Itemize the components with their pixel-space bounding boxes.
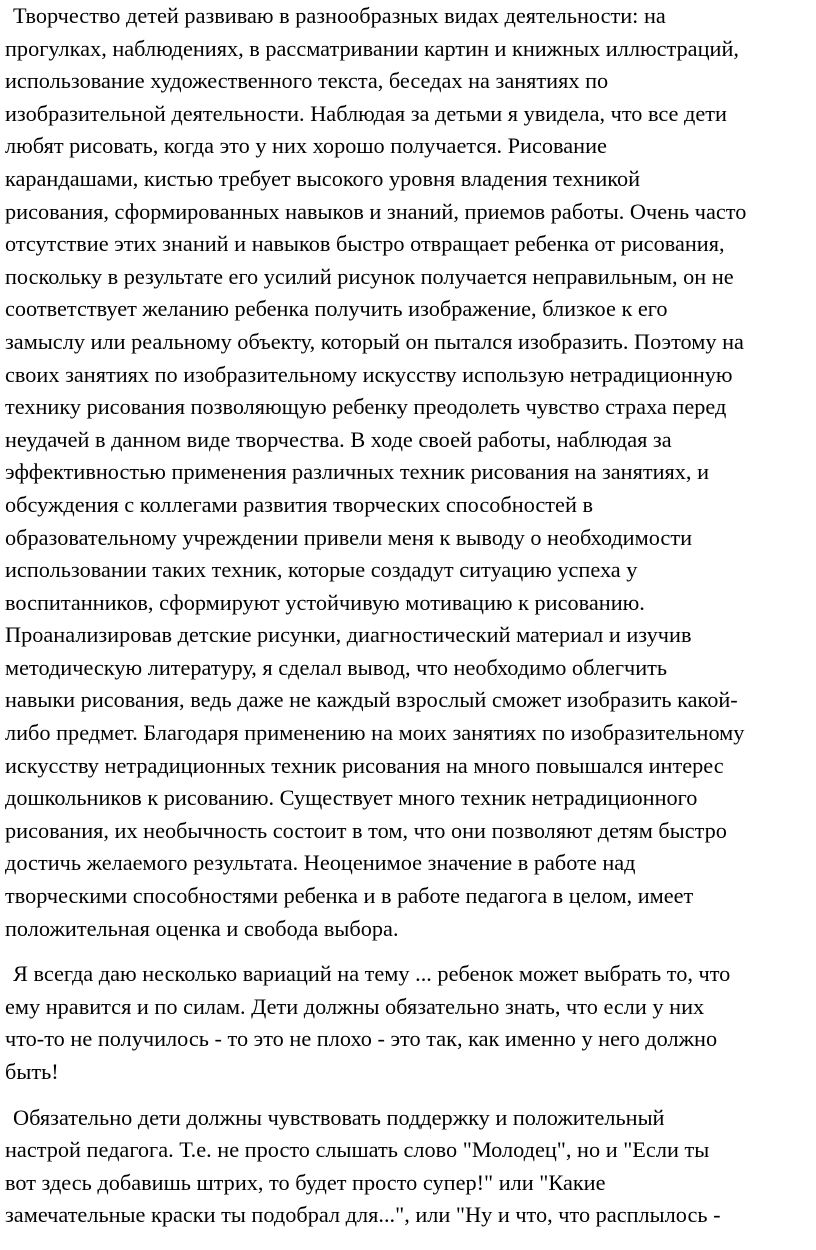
text-line: творческими способностями ребенка и в работе педагога в целом, имеет [5,883,694,909]
text-line: Творчество детей развиваю в разнообразных видах деятельности: на [13,3,666,28]
text-line: технику рисования позволяющую ребенку преодолеть чувство страха перед [5,394,727,420]
text-line: неудачей в данном виде творчества. В ходе своей работы, наблюдая за [5,426,672,452]
text-line: карандашами, кистью требует высокого уровня владения техникой [5,165,641,191]
text-line: Проанализировав детские рисунки, диагностический материал и изучив [5,622,692,648]
text-line: вот здесь добавишь штрих, то будет просто супер!" или "Какие [5,1169,606,1195]
text-line: образовательному учреждении привели меня к выводу о необходимости [5,524,693,550]
text-line: соответствует желанию ребенка получить изображение, близкое к его [5,296,668,322]
text-line: изобразительной деятельности. Наблюдая за детьми я увидела, что все дети [5,100,727,126]
text-line: отсутствие этих знаний и навыков быстро отвращает ребенка от рисования, [5,231,725,257]
document-body [5,0,816,1232]
text-line: замечательные краски ты подобрал для...", или "Ну и что, что расплылось - [5,1202,721,1228]
document-page [5,0,816,1232]
text-line: замыслу или реальному объекту, который он пытался изобразить. Поэтому на [5,328,744,354]
paragraph [5,0,816,945]
text-line: Обязательно дети должны чувствовать поддержку и положительный [13,1104,665,1130]
text-line: любят рисовать, когда это у них хорошо получается. Рисование [5,133,607,159]
text-line: ему нравится и по силам. Дети должны обязательно знать, что если у них [5,993,705,1019]
text-line: либо предмет. Благодаря применению на моих занятиях по изобразительному [5,720,745,746]
text-line: воспитанников, сформируют устойчивую мотивацию к рисованию. [5,589,645,615]
text-line: обсуждения с коллегами развития творческих способностей в [5,491,593,517]
text-line: искусству нетрадиционных техник рисования на много повышался интерес [5,752,724,778]
text-line: что-то не получилось - то это не плохо - это так, как именно у него должно [5,1026,718,1052]
text-line: Я всегда даю несколько вариаций на тему ... ребенок может выбрать то, что [13,961,731,987]
text-line: навыки рисования, ведь даже не каждый взрослый сможет изобразить какой- [5,687,738,713]
paragraph [5,1102,816,1232]
text-line: быть! [5,1059,59,1084]
text-line: использование художественного текста, беседах на занятиях по [5,68,609,94]
text-line: положительная оценка и свобода выбора. [5,915,399,941]
paragraph [5,958,816,1088]
text-line: прогулках, наблюдениях, в рассматривании картин и книжных иллюстраций, [5,35,739,61]
text-line: достичь желаемого результата. Неоценимое значение в работе над [5,850,636,876]
text-line: настрой педагога. Т.е. не просто слышать слово "Молодец", но и "Если ты [5,1137,710,1163]
text-line: методическую литературу, я сделал вывод, что необходимо облегчить [5,654,668,680]
text-line: рисования, сформированных навыков и знаний, приемов работы. Очень часто [5,198,747,224]
text-line: дошкольников к рисованию. Существует много техник нетрадиционного [5,785,698,811]
text-line: эффективностью применения различных техник рисования на занятиях, и [5,459,709,485]
text-line: своих занятиях по изобразительному искусству использую нетрадиционную [5,361,733,387]
text-line: использовании таких техник, которые создадут ситуацию успеха у [5,557,638,583]
text-line: рисования, их необычность состоит в том, что они позволяют детям быстро [5,817,727,843]
text-line: поскольку в результате его усилий рисунок получается неправильным, он не [5,263,734,289]
